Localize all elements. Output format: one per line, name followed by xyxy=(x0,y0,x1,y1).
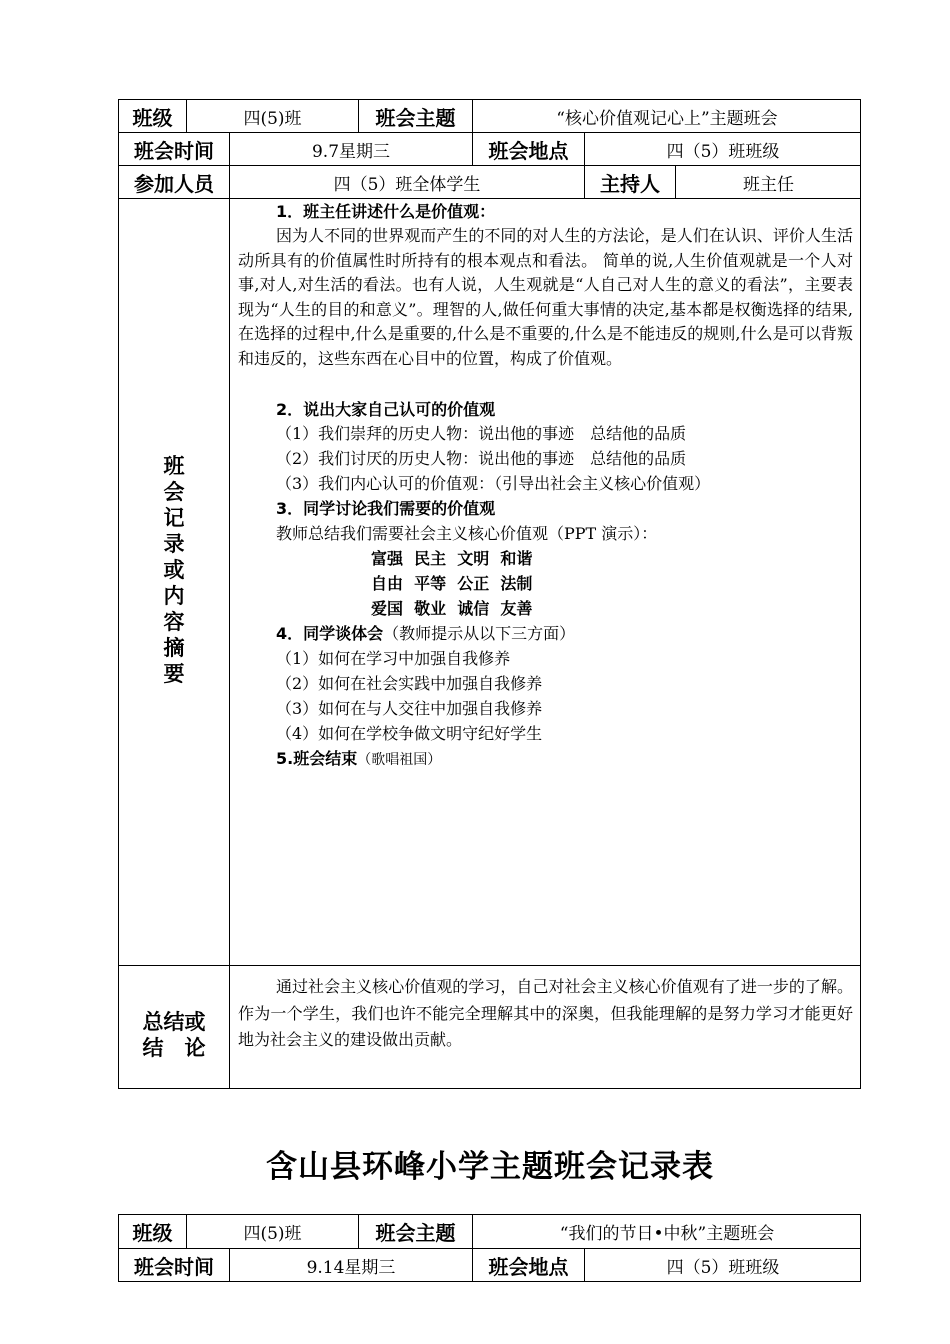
section-5-title: 5.班会结束 xyxy=(276,749,358,768)
section-3-title: 3．同学讨论我们需要的价值观 xyxy=(276,499,496,518)
section-2-item: （2）我们讨厌的历史人物：说出他的事迹 总结他的品质 xyxy=(276,449,687,468)
time-label: 班会时间 xyxy=(118,1248,229,1282)
place-value: 四（5）班班级 xyxy=(584,1248,861,1282)
section-4-item: （3）如何在与人交往中加强自我修养 xyxy=(276,699,543,718)
theme-label: 班会主题 xyxy=(358,99,472,132)
section-5-note: （歌唱祖国） xyxy=(357,752,442,768)
section-2-title: 2．说出大家自己认可的价值观 xyxy=(276,400,496,419)
core-values-line: 爱国 敬业 诚信 友善 xyxy=(371,599,533,618)
summary-label-cell xyxy=(118,965,229,1089)
core-values-line: 自由 平等 公正 法制 xyxy=(371,574,533,593)
section-1-paragraph: 因为人不同的世界观而产生的不同的对人生的方法论，是人们在认识、评价人生活动所具有的价值属性时所持有的根本观点和看法。 简单的说,人生价值观就是一个人对事,对人,对生活的看法。也有人说，人生观就是“人自己对人生的意义的看法”，主要表现为“人生的目的和意义”。理智的人,做任何重大事情的决定,基本都是权衡选择的结果,在选择的过程中,什么是重要的,什么是不重要的,什么是不能违反的规则,什么是可以背叛和违反的，这些东西在心目中的位置，构成了价值观。 xyxy=(238,226,853,368)
section-3-intro: 教师总结我们需要社会主义核心价值观（PPT 演示）： xyxy=(276,524,658,543)
section-2-item: （1）我们崇拜的历史人物：说出他的事迹 总结他的品质 xyxy=(276,424,687,443)
class-value: 四(5)班 xyxy=(186,99,358,132)
time-value: 9.14星期三 xyxy=(229,1248,472,1282)
place-label: 班会地点 xyxy=(472,1248,584,1282)
content-label: 班 会 记 录 或 内 容 摘 要 xyxy=(163,454,185,686)
section-4-title: 4．同学谈体会 xyxy=(276,624,384,643)
content-label-cell xyxy=(118,198,229,965)
section-4-heading xyxy=(276,622,575,646)
place-label: 班会地点 xyxy=(472,132,584,165)
section-5-heading xyxy=(276,747,441,772)
time-value: 9.7星期三 xyxy=(229,132,472,165)
host-value: 班主任 xyxy=(675,165,861,198)
section-4-note: （教师提示从以下三方面） xyxy=(383,624,576,643)
section-4-item: （1）如何在学习中加强自我修养 xyxy=(276,649,511,668)
class-value: 四(5)班 xyxy=(186,1214,358,1248)
participants-value: 四（5）班全体学生 xyxy=(229,165,584,198)
theme-value: “核心价值观记心上”主题班会 xyxy=(472,99,861,132)
page-title: 含山县环峰小学主题班会记录表 xyxy=(266,1149,714,1185)
participants-label: 参加人员 xyxy=(118,165,229,198)
class-label: 班级 xyxy=(118,1214,186,1248)
summary-label-line-1: 总结或 xyxy=(142,1009,206,1034)
core-values-line: 富强 民主 文明 和谐 xyxy=(371,549,533,568)
theme-label: 班会主题 xyxy=(358,1214,472,1248)
time-label: 班会时间 xyxy=(118,132,229,165)
class-label: 班级 xyxy=(118,99,186,132)
place-value: 四（5）班班级 xyxy=(584,132,861,165)
section-4-item: （2）如何在社会实践中加强自我修养 xyxy=(276,674,543,693)
summary-label-line-2: 结 论 xyxy=(142,1035,206,1060)
theme-value: “我们的节日•中秋”主题班会 xyxy=(472,1214,861,1248)
host-label: 主持人 xyxy=(584,165,675,198)
section-2-item: （3）我们内心认可的价值观：（引导出社会主义核心价值观） xyxy=(276,474,711,493)
section-4-item: （4）如何在学校争做文明守纪好学生 xyxy=(276,724,543,743)
summary-text: 通过社会主义核心价值观的学习，自己对社会主义核心价值观有了进一步的了解。作为一个学生，我们也许不能完全理解其中的深奥，但我能理解的是努力学习才能更好地为社会主义的建设做出贡献。 xyxy=(238,977,853,1049)
section-1-title: 1．班主任讲述什么是价值观： xyxy=(276,202,496,221)
